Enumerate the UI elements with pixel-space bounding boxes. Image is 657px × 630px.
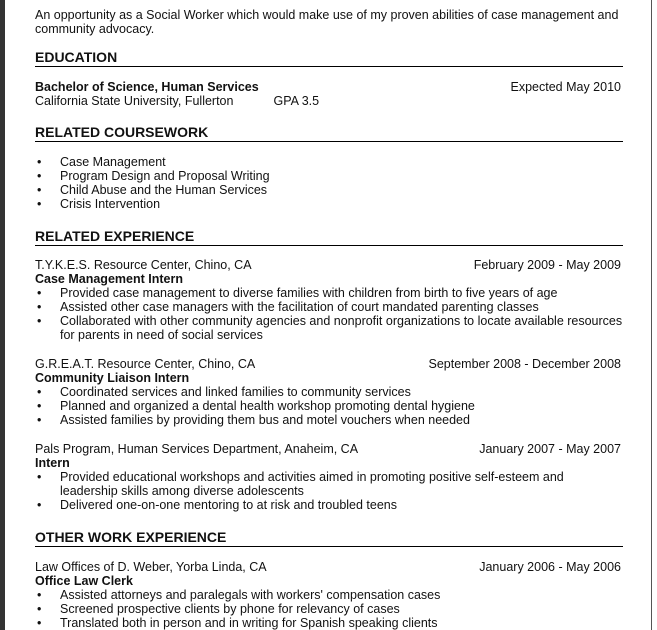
job-dates: September 2008 - December 2008 <box>428 357 621 371</box>
job-title: Intern <box>35 456 70 470</box>
job-org: Pals Program, Human Services Department, Anaheim, CA <box>35 442 359 456</box>
gpa: GPA 3.5 <box>273 94 320 108</box>
objective: An opportunity as a Social Worker which would make use of my proven abilities of case management and community advocacy. <box>35 8 619 36</box>
section-heading: OTHER WORK EXPERIENCE <box>35 529 623 547</box>
left-border <box>0 0 5 630</box>
job <box>35 560 623 630</box>
list-item: • Child Abuse and the Human Services <box>35 183 623 197</box>
job-title: Office Law Clerk <box>35 574 133 588</box>
list-item: • Assisted other case managers with the facilitation of court mandated parenting classes <box>35 300 623 314</box>
date: Expected May 2010 <box>510 80 621 94</box>
experience-section <box>35 228 623 246</box>
job-title: Case Management Intern <box>35 272 183 286</box>
list-item: • Screened prospective clients by phone for relevancy of cases <box>35 602 623 616</box>
list-item: • Program Design and Proposal Writing <box>35 169 623 183</box>
list-item: • Assisted attorneys and paralegals with workers' compensation cases <box>35 588 623 602</box>
list-item: • Translated both in person and in writing for Spanish speaking clients <box>35 616 623 630</box>
degree: Bachelor of Science, Human Services <box>35 80 259 94</box>
school: California State University, Fullerton <box>35 94 234 108</box>
job-dates: January 2007 - May 2007 <box>479 442 621 456</box>
list-item: • Assisted families by providing them bus and motel vouchers when needed <box>35 413 623 427</box>
section-heading: EDUCATION <box>35 49 623 67</box>
list-item: • Provided case management to diverse families with children from birth to five years of age <box>35 286 623 300</box>
coursework-section <box>35 124 623 211</box>
job-dates: January 2006 - May 2006 <box>479 560 621 574</box>
list-item: • Planned and organized a dental health workshop promoting dental hygiene <box>35 399 623 413</box>
other-experience-section <box>35 529 623 547</box>
list-item: • Crisis Intervention <box>35 197 623 211</box>
job-org: T.Y.K.E.S. Resource Center, Chino, CA <box>35 258 252 272</box>
job <box>35 357 623 427</box>
job-org: Law Offices of D. Weber, Yorba Linda, CA <box>35 560 267 574</box>
job <box>35 442 623 512</box>
list-item: • Delivered one-on-one mentoring to at risk and troubled teens <box>35 498 623 512</box>
section-heading: RELATED COURSEWORK <box>35 124 623 142</box>
list-item: • Coordinated services and linked families to community services <box>35 385 623 399</box>
job-title: Community Liaison Intern <box>35 371 190 385</box>
job <box>35 258 623 342</box>
education-section <box>35 49 623 108</box>
list-item: • Provided educational workshops and activities aimed in promoting positive self-esteem and leadership skills among diverse adolescents <box>35 470 623 498</box>
job-org: G.R.E.A.T. Resource Center, Chino, CA <box>35 357 256 371</box>
list-item: • Collaborated with other community agencies and nonprofit organizations to locate available resources for parents in need of social services <box>35 314 623 342</box>
job-dates: February 2009 - May 2009 <box>473 258 621 272</box>
right-border <box>651 0 652 630</box>
section-heading: RELATED EXPERIENCE <box>35 228 623 246</box>
list-item: • Case Management <box>35 155 623 169</box>
